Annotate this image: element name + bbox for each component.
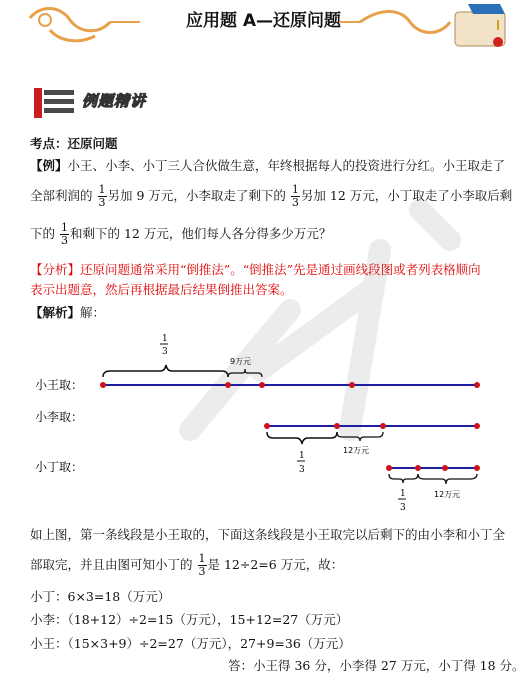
point (380, 423, 386, 429)
example-line-3 (30, 222, 331, 247)
segment-diagram (0, 325, 527, 520)
annot-12-li: 12万元 (343, 446, 370, 455)
calc-li: 小李：（18+12）÷2=15（万元），15+12=27（万元） (30, 612, 349, 627)
calc-ding: 小丁：6×3=18（万元） (30, 589, 171, 604)
point (415, 465, 421, 471)
example-text-2b: 另加 9 万元，小李取走了剩下的 (107, 188, 286, 203)
section-banner-label: 例题精讲 (82, 92, 147, 110)
jiexi-line (30, 305, 105, 321)
annot-9: 9万元 (230, 357, 252, 366)
analysis-line-1: 【分析】还原问题通常采用“倒推法”。“倒推法”先是通过画线段图或者列表格顺向 (30, 262, 481, 277)
point (100, 382, 106, 388)
explain-line-2 (30, 553, 343, 578)
point (349, 382, 355, 388)
point (264, 423, 270, 429)
row-label-ding: 小丁取： (35, 460, 84, 474)
point (386, 465, 392, 471)
fraction-one-third: $\frac{1}{3}$ (291, 183, 299, 209)
brace-frac-num: 1 (299, 451, 305, 461)
brace-ding-12 (418, 474, 477, 484)
point (474, 465, 480, 471)
answer-line: 答：小王得 36 分，小李得 27 万元，小丁得 18 分。 (228, 658, 525, 673)
point (442, 465, 448, 471)
example-text-1: 小王、小李、小丁三人合伙做生意，年终根据每人的投资进行分红。小王取走了 (67, 158, 506, 173)
point (334, 423, 340, 429)
explain-text-2b: 是 12÷2=6 万元，故： (207, 557, 344, 572)
calc-wang: 小王：（15×3+9）÷2=27（万元），27+9=36（万元） (30, 636, 351, 651)
example-tag: 【例】 (30, 158, 68, 173)
point (474, 423, 480, 429)
row-label-li: 小李取： (35, 410, 84, 424)
fraction-one-third: $\frac{1}{3}$ (198, 552, 206, 578)
analysis-line-2: 表示出题意，然后再根据最后结果倒推出答案。 (30, 282, 293, 297)
page-title: 应用题 A—还原问题 (185, 11, 342, 31)
books-icon (34, 84, 82, 120)
point (474, 382, 480, 388)
example-text-2a: 全部利润的 (30, 188, 93, 203)
explain-line-1: 如上图，第一条线段是小王取的，下面这条线段是小王取完以后剩下的由小李和小丁全 (30, 527, 506, 542)
brace-frac-den: 3 (162, 347, 168, 357)
brace-frac-den: 3 (299, 465, 305, 475)
brace-frac-den: 3 (400, 503, 406, 513)
brace-wang-third (103, 365, 228, 377)
brace-frac-num: 1 (400, 489, 406, 499)
example-text-3b: 和剩下的 12 万元，他们每人各分得多少万元？ (70, 226, 332, 241)
point (225, 382, 231, 388)
brace-li-third (267, 432, 337, 444)
jiexi-tag: 【解析】 (30, 305, 81, 320)
kaodian-label: 考点：还原问题 (30, 136, 118, 151)
fraction-one-third: $\frac{1}{3}$ (98, 183, 106, 209)
jiexi-text: 解： (80, 305, 106, 320)
example-text-3a: 下的 (30, 226, 56, 241)
brace-wang-9 (228, 369, 262, 377)
brace-frac-num: 1 (162, 334, 168, 344)
annot-12-ding: 12万元 (434, 490, 461, 499)
point (259, 382, 265, 388)
brace-li-12 (337, 432, 383, 441)
section-banner (82, 90, 162, 114)
row-label-wang: 小王取： (35, 378, 84, 392)
example-line-2 (30, 184, 512, 209)
example-line-1 (30, 158, 505, 174)
example-text-2c: 另加 12 万元，小丁取走了小李取后剩 (300, 188, 513, 203)
fraction-one-third: $\frac{1}{3}$ (61, 221, 68, 247)
brace-ding-third (389, 474, 418, 483)
explain-text-2a: 部取完，并且由图可知小丁的 (30, 557, 193, 572)
